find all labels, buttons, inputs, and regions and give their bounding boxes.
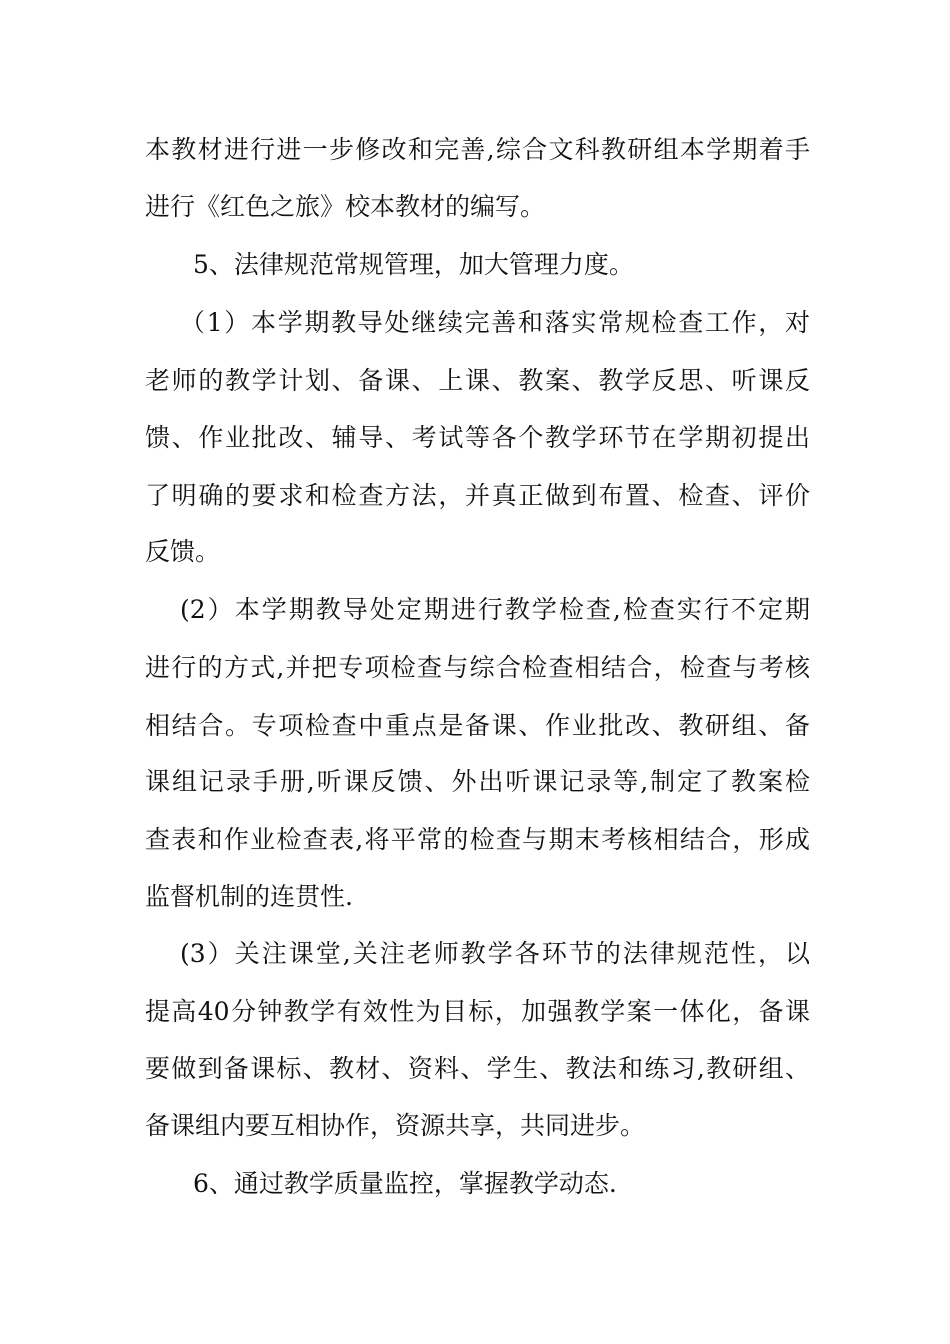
- text-line: 馈、作业批改、辅导、考试等各个教学环节在学期初提出: [145, 423, 810, 452]
- text-line: 了明确的要求和检查方法，并真正做到布置、检查、评价: [145, 481, 810, 510]
- text-line: (3）关注课堂,关注老师教学各环节的法律规范性，以: [180, 939, 810, 968]
- section-heading: 5、法律规范常规管理，加大管理力度。: [193, 250, 634, 279]
- text-line: 本教材进行进一步修改和完善,综合文科教研组本学期着手: [145, 135, 810, 164]
- text-line: 老师的教学计划、备课、上课、教案、教学反思、听课反: [145, 366, 810, 395]
- text-line: 提高40分钟教学有效性为目标，加强教学案一体化，备课: [145, 997, 810, 1026]
- text-line: 备课组内要互相协作，资源共享，共同进步。: [145, 1111, 646, 1140]
- text-line: 进行的方式,并把专项检查与综合检查相结合，检查与考核: [145, 653, 810, 682]
- text-line: 反馈。: [145, 537, 221, 566]
- text-line: （1）本学期教导处继续完善和落实常规检查工作，对: [180, 308, 810, 337]
- text-line: 要做到备课标、教材、资料、学生、教法和练习,教研组、: [145, 1054, 810, 1083]
- text-line: 查表和作业检查表,将平常的检查与期末考核相结合，形成: [145, 825, 810, 854]
- text-line: (2）本学期教导处定期进行教学检查,检查实行不定期: [180, 595, 810, 624]
- text-line: 相结合。专项检查中重点是备课、作业批改、教研组、备: [145, 711, 810, 740]
- text-line: 监督机制的连贯性.: [145, 882, 353, 911]
- text-line: 课组记录手册,听课反馈、外出听课记录等,制定了教案检: [145, 767, 810, 796]
- section-heading: 6、通过教学质量监控，掌握教学动态.: [193, 1169, 617, 1198]
- text-line: 进行《红色之旅》校本教材的编写。: [145, 192, 546, 221]
